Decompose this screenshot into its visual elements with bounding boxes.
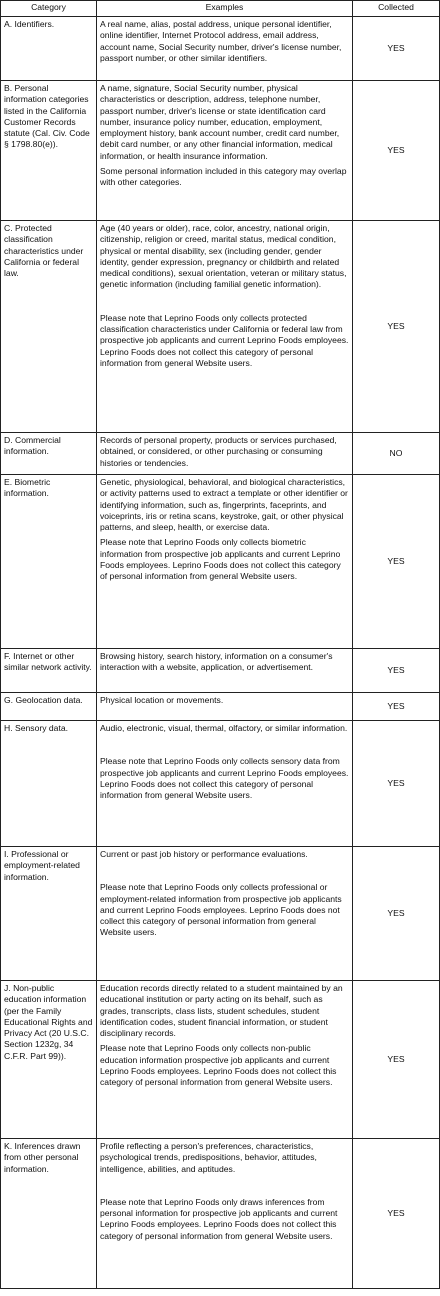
collected-cell: YES xyxy=(353,981,440,1139)
examples-cell xyxy=(97,847,353,981)
examples-cell xyxy=(97,433,353,475)
category-cell: I. Professional or employment-related information. xyxy=(1,847,97,981)
category-cell: K. Inferences drawn from other personal information. xyxy=(1,1139,97,1289)
category-cell: B. Personal information categories listed in the California Customer Records statute (Cal. Civ. Code § 1798.80(e)). xyxy=(1,81,97,221)
collected-cell: YES xyxy=(353,17,440,81)
table-row xyxy=(1,221,440,433)
examples-text: Age (40 years or older), race, color, ancestry, national origin, citizenship, religion or creed, marital status, medical condition, physical or mental disability, sex (including gender, gender identity, gender expression, pregnancy or childbirth and related medical conditions), sexual orientation, veteran or military status, genetic information (including familial genetic information). xyxy=(100,223,347,290)
category-cell: A. Identifiers. xyxy=(1,17,97,81)
examples-cell xyxy=(97,693,353,721)
examples-text: Current or past job history or performance evaluations. xyxy=(100,849,308,859)
table-row xyxy=(1,847,440,981)
category-cell: E. Biometric information. xyxy=(1,475,97,649)
examples-cell xyxy=(97,81,353,221)
examples-text: A real name, alias, postal address, unique personal identifier, online identifier, Internet Protocol address, email address, account name, Social Security number, driver's license number, passport number, or other similar identifiers. xyxy=(100,19,342,63)
examples-cell xyxy=(97,721,353,847)
table-row xyxy=(1,981,440,1139)
examples-text: Genetic, physiological, behavioral, and biological characteristics, or activity patterns used to extract a template or other identifier or identifying information, such as, fingerprints, faceprints, and voiceprints, iris or retina scans, keystroke, gait, or other physical patterns, and sleep, health, or exercise data. xyxy=(100,477,348,533)
header-examples: Examples xyxy=(97,1,353,17)
examples-note: Please note that Leprino Foods only draws inferences from personal information for prospective job applicants and current Leprino Foods employees. Leprino Foods does not collect this category of personal information from general Website users. xyxy=(100,1196,338,1241)
examples-cell xyxy=(97,17,353,81)
category-cell: G. Geolocation data. xyxy=(1,693,97,721)
collected-cell: YES xyxy=(353,221,440,433)
category-cell: C. Protected classification characteristics under California or federal law. xyxy=(1,221,97,433)
examples-note: Please note that Leprino Foods only collects biometric information from prospective job applicants and current Leprino Foods employees. Leprino Foods does not collect this category of personal information from general Website users. xyxy=(100,537,341,582)
category-cell: F. Internet or other similar network activity. xyxy=(1,649,97,693)
examples-note: Some personal information included in this category may overlap with other categories. xyxy=(100,166,347,188)
examples-text: Audio, electronic, visual, thermal, olfactory, or similar information. xyxy=(100,723,348,733)
header-category: Category xyxy=(1,1,97,17)
collected-cell: YES xyxy=(353,81,440,221)
collected-cell: YES xyxy=(353,721,440,847)
examples-note: Please note that Leprino Foods only collects protected classification characteristics under California or federal law from prospective job applicants and current Leprino Foods employees. Leprino Foods does not collect this category of personal information from general Website users. xyxy=(100,312,349,368)
category-cell: D. Commercial information. xyxy=(1,433,97,475)
examples-cell xyxy=(97,1139,353,1289)
table-row xyxy=(1,17,440,81)
table-row xyxy=(1,1139,440,1289)
collected-cell: YES xyxy=(353,475,440,649)
table-row xyxy=(1,81,440,221)
table-row xyxy=(1,433,440,475)
examples-text: Records of personal property, products or services purchased, obtained, or considered, or other purchasing or consuming histories or tendencies. xyxy=(100,435,337,468)
examples-cell xyxy=(97,649,353,693)
examples-note: Please note that Leprino Foods only collects professional or employment-related information from prospective job applicants and current Leprino Foods employees. Leprino Foods does not collect this category of personal information from general Website users. xyxy=(100,882,342,938)
examples-text: Browsing history, search history, information on a consumer's interaction with a website, application, or advertisement. xyxy=(100,651,333,673)
header-collected: Collected xyxy=(353,1,440,17)
examples-text: Education records directly related to a student maintained by an educational institution or party acting on its behalf, such as grades, transcripts, class lists, student schedules, student identification codes, student financial information, or student disciplinary records. xyxy=(100,983,343,1039)
collected-cell: YES xyxy=(353,693,440,721)
table-header-row xyxy=(1,1,440,17)
examples-note: Please note that Leprino Foods only collects non-public education information prospective job applicants and current Leprino Foods employees. Leprino Foods does not collect this category of personal information from general Website users. xyxy=(100,1043,337,1088)
collected-cell: YES xyxy=(353,649,440,693)
examples-note: Please note that Leprino Foods only collects sensory data from prospective job applicants and current Leprino Foods employees. Leprino Foods does not collect this category of personal information from general Website users. xyxy=(100,756,349,801)
examples-text: A name, signature, Social Security number, physical characteristics or description, address, telephone number, passport number, driver's license or state identification card number, insurance policy number, education, employment, employment history, bank account number, credit card number, debit card number, or any other financial information, medical information, or health insurance information. xyxy=(100,83,340,161)
category-cell: H. Sensory data. xyxy=(1,721,97,847)
examples-cell xyxy=(97,221,353,433)
table-row xyxy=(1,693,440,721)
collected-cell: YES xyxy=(353,1139,440,1289)
collected-cell: YES xyxy=(353,847,440,981)
examples-text: Physical location or movements. xyxy=(100,695,224,705)
collected-cell: NO xyxy=(353,433,440,475)
table-row xyxy=(1,721,440,847)
category-cell: J. Non-public education information (per the Family Educational Rights and Privacy Act (20 U.S.C. Section 1232g, 34 C.F.R. Part 99)). xyxy=(1,981,97,1139)
table-row xyxy=(1,649,440,693)
examples-cell xyxy=(97,475,353,649)
table-row xyxy=(1,475,440,649)
examples-text: Profile reflecting a person's preferences, characteristics, psychological trends, predispositions, behavior, attitudes, intelligence, abilities, and aptitudes. xyxy=(100,1141,317,1174)
examples-cell xyxy=(97,981,353,1139)
